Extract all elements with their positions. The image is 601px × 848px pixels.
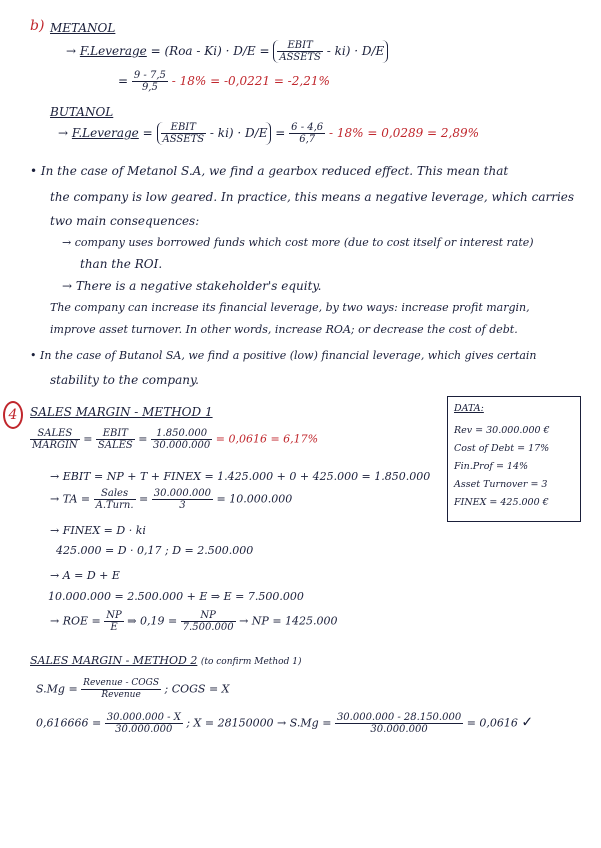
part-b-label: b): [30, 18, 45, 34]
a-line2: 10.000.000 = 2.500.000 + E ⇒ E = 7.500.000: [48, 590, 304, 603]
data-box: [447, 396, 581, 522]
butanol-heading: BUTANOL: [50, 105, 114, 119]
p2-line1: The company can increase its financial leverage, by two ways: increase profit margin,: [50, 301, 530, 314]
metanol-formula: → F.Leverage = (Roa - Ki) · D/E = $\frac{\text{EBIT}}{\text{ASSETS}}$ - ki) · D/E: [66, 40, 388, 63]
finex-line: → FINEX = D · ki: [50, 524, 146, 537]
roe-line: → ROE = $\frac{NP}{E}$ ⇒ 0,19 = $\frac{NP}{7.500.000}$ → NP = 1425.000: [50, 610, 338, 633]
p1-bullet2: → There is a negative stakeholder's equity.: [62, 279, 322, 293]
metanol-heading: METANOL: [50, 21, 116, 35]
p1-line2: the company is low geared. In practice, this means a negative leverage, which carries: [50, 190, 575, 204]
p3-line1: • In the case of Butanol SA, we find a positive (low) financial leverage, which gives certain: [30, 349, 537, 362]
data-box-title: DATA:: [454, 403, 484, 414]
data-row: Cost of Debt = 17%: [454, 443, 550, 454]
p2-line2: improve asset turnover. In other words, increase ROA; or decrease the cost of debt.: [50, 323, 518, 336]
checkmark-icon: ✓: [521, 714, 534, 731]
p3-line2: stability to the company.: [50, 373, 199, 387]
p1-line1: • In the case of Metanol S.A, we find a gearbox reduced effect. This mean that: [30, 164, 509, 178]
data-row: Fin.Prof = 14%: [454, 461, 529, 472]
finex-line2: 425.000 = D · 0,17 ; D = 2.500.000: [56, 544, 254, 557]
a-line: → A = D + E: [50, 569, 120, 582]
data-row: Asset Turnover = 3: [454, 479, 548, 490]
p1-bullet1: → company uses borrowed funds which cost more (due to cost itself or interest rate): [62, 236, 534, 249]
ta-line: → TA = $\frac{\text{Sales}}{\text{A.Turn.}}$ = $\frac{30.000.000}{3}$ = 10.000.000: [50, 488, 293, 511]
butanol-formula: → F.Leverage = $\frac{\text{EBIT}}{\text{ASSETS}}$ - ki) · D/E = $\frac{6 - 4,6}{6,7}$ - 18% = 0,0289 = 2,89%: [58, 122, 480, 145]
metanol-result-line: = $\frac{9 - 7,5}{9,5}$ - 18% = -0,0221 = -2,21%: [118, 70, 330, 93]
ebit-line: → EBIT = NP + T + FINEX = 1.425.000 + 0 + 425.000 = 1.850.000: [50, 470, 431, 483]
sales-margin-formula: $\frac{\text{SALES}}{\text{MARGIN}}$ = $\frac{\text{EBIT}}{\text{SALES}}$ = $\frac{1.850.000}{30.000.000}$ = 0,0616 = 6,17%: [32, 428, 319, 451]
p1-line3: two main consequences:: [50, 214, 200, 228]
method2-heading: SALES MARGIN - METHOD 2 (to confirm Method 1): [30, 654, 302, 667]
final-calc-line: 0,616666 = $\frac{30.000.000 - X}{30.000.000}$ ; X = 28150000 → S.Mg = $\frac{30.000.000 - 28.150.000}{30.000.000}$ = 0,0616 ✓: [36, 712, 534, 735]
smg-formula: S.Mg = $\frac{\text{Revenue - COGS}}{\text{Revenue}}$ ; COGS = X: [36, 678, 230, 700]
p1-bullet1b: than the ROI.: [80, 257, 163, 271]
part-4-number: 4: [3, 401, 23, 429]
data-row: FINEX = 425.000 €: [454, 497, 549, 508]
sales-margin-method1-heading: SALES MARGIN - METHOD 1: [30, 405, 213, 419]
data-row: Rev = 30.000.000 €: [454, 425, 550, 436]
